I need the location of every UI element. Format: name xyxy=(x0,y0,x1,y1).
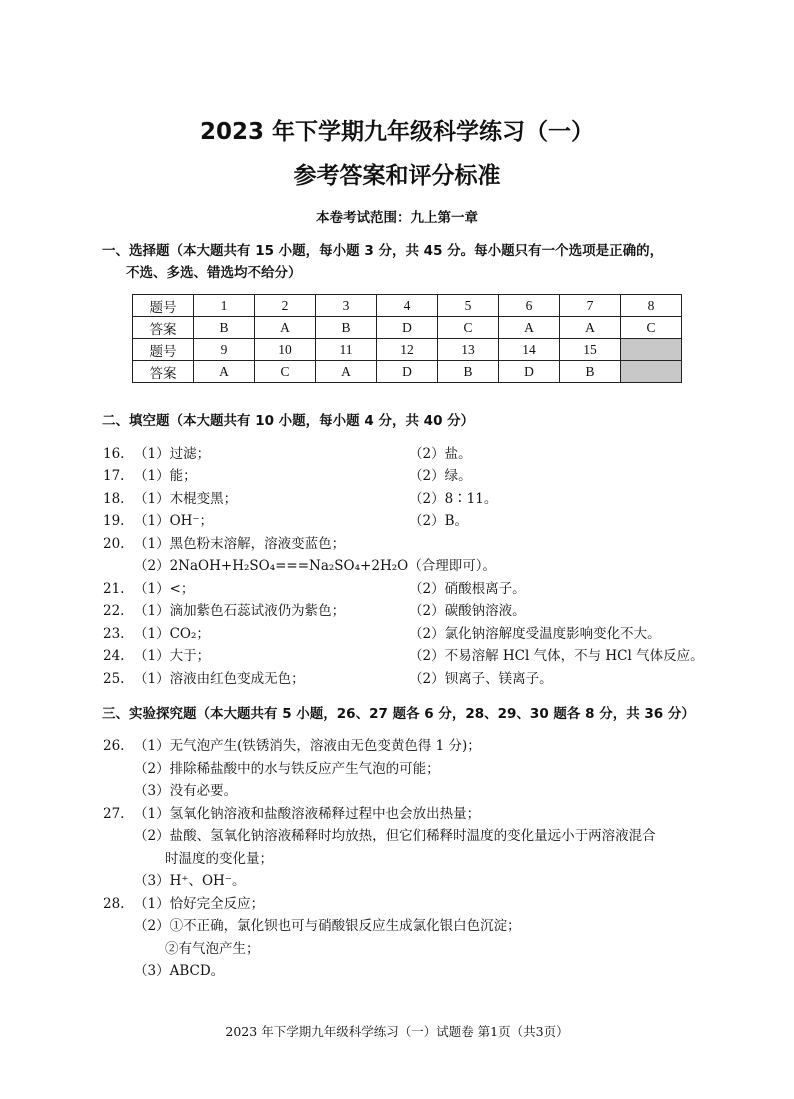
item-num: 24. xyxy=(103,648,125,664)
item-num: 27. xyxy=(103,806,125,822)
exam-scope: 本卷考试范围：九上第一章 xyxy=(316,210,478,226)
answer-table xyxy=(132,294,682,383)
table-cell: C xyxy=(255,361,316,383)
table-cell: B xyxy=(194,317,255,339)
item-num: 17. xyxy=(103,468,125,484)
table-cell: 1 xyxy=(194,295,255,317)
answer-line: （1）氢氧化钠溶液和盐酸溶液稀释过程中也会放出热量； xyxy=(134,806,481,822)
row-label: 题号 xyxy=(133,339,194,361)
answer-part1: （1）大于； xyxy=(134,648,211,664)
table-cell: A xyxy=(255,317,316,339)
table-cell: 6 xyxy=(499,295,560,317)
answer-part2: （2）钡离子、镁离子。 xyxy=(409,671,553,687)
section1-heading-cont: 不选、多选、错选均不给分） xyxy=(126,265,302,281)
table-cell: A xyxy=(560,317,621,339)
table-cell: 8 xyxy=(621,295,682,317)
table-cell: 3 xyxy=(316,295,377,317)
page-footer: 2023 年下学期九年级科学练习（一）试题卷 第1页（共3页） xyxy=(225,1024,569,1039)
answer-line: （2）①不正确，氯化钡也可与硝酸银反应生成氯化银白色沉淀； xyxy=(134,918,521,934)
table-cell: B xyxy=(438,361,499,383)
table-cell: 7 xyxy=(560,295,621,317)
answer-line: （2）盐酸、氢氧化钠溶液稀释时均放热，但它们稀释时温度的变化量远小于两溶液混合 xyxy=(134,828,656,844)
table-cell: B xyxy=(316,317,377,339)
empty-cell xyxy=(621,339,682,361)
table-cell: 13 xyxy=(438,339,499,361)
table-cell: 10 xyxy=(255,339,316,361)
row-label: 题号 xyxy=(133,295,194,317)
table-row xyxy=(133,361,682,383)
table-cell: 2 xyxy=(255,295,316,317)
answer-line: （3）没有必要。 xyxy=(134,783,238,799)
table-cell: 9 xyxy=(194,339,255,361)
answer-part1: （1）滴加紫色石蕊试液仍为紫色； xyxy=(134,603,346,619)
row-label: 答案 xyxy=(133,317,194,339)
table-cell: 5 xyxy=(438,295,499,317)
table-row xyxy=(133,339,682,361)
answer-part2: （2）盐。 xyxy=(409,446,472,462)
answer-part2: （2）碳酸钠溶液。 xyxy=(409,603,526,619)
answer-line: （1）无气泡产生(铁锈消失，溶液由无色变黄色得 1 分)； xyxy=(134,738,481,754)
item-num: 20. xyxy=(103,536,125,552)
document-title: 2023 年下学期九年级科学练习（一） xyxy=(199,119,595,145)
table-cell: 11 xyxy=(316,339,377,361)
item-num: 19. xyxy=(103,513,125,529)
table-cell: A xyxy=(499,317,560,339)
answer-part1: （1）黑色粉末溶解，溶液变蓝色； xyxy=(134,536,346,552)
table-row xyxy=(133,317,682,339)
answer-line: （1）恰好完全反应； xyxy=(134,896,265,912)
table-cell: C xyxy=(621,317,682,339)
item-num: 25. xyxy=(103,671,125,687)
answer-part1: （1）OH⁻； xyxy=(134,513,214,529)
table-cell: B xyxy=(560,361,621,383)
table-cell: C xyxy=(438,317,499,339)
answer-part2: （2）绿。 xyxy=(409,468,472,484)
answer-line: （3）ABCD。 xyxy=(134,963,225,979)
item-num: 21. xyxy=(103,581,125,597)
answer-part2: （2）2NaOH+H₂SO₄===Na₂SO₄+2H₂O（合理即可）。 xyxy=(134,558,496,574)
row-label: 答案 xyxy=(133,361,194,383)
answer-part1: （1）溶液由红色变成无色； xyxy=(134,671,305,687)
table-cell: 4 xyxy=(377,295,438,317)
item-num: 18. xyxy=(103,491,125,507)
answer-line: （2）排除稀盐酸中的水与铁反应产生气泡的可能； xyxy=(134,761,440,777)
answer-part1: （1）过滤； xyxy=(134,446,211,462)
item-num: 26. xyxy=(103,738,125,754)
table-cell: D xyxy=(377,317,438,339)
table-cell: 14 xyxy=(499,339,560,361)
table-row xyxy=(133,295,682,317)
section1-heading: 一、选择题（本大题共有 15 小题，每小题 3 分，共 45 分。每小题只有一个选项是正确的， xyxy=(102,243,664,259)
answer-line: 时温度的变化量； xyxy=(165,851,273,867)
answer-part2: （2）硝酸根离子。 xyxy=(409,581,526,597)
empty-cell xyxy=(621,361,682,383)
item-num: 22. xyxy=(103,603,125,619)
answer-part1: （1）木棍变黑； xyxy=(134,491,238,507)
answer-part2: （2）氯化钠溶解度受温度影响变化不大。 xyxy=(409,626,661,642)
section3-heading: 三、实验探究题（本大题共有 5 小题，26、27 题各 6 分，28、29、30 题各 8 分，共 36 分） xyxy=(102,706,695,722)
answer-part1: （1）能； xyxy=(134,468,197,484)
answer-part1: （1）<； xyxy=(134,581,195,597)
document-subtitle: 参考答案和评分标准 xyxy=(293,163,501,189)
item-num: 16. xyxy=(103,446,125,462)
answer-part2: （2）B。 xyxy=(409,513,469,529)
answer-part2: （2）8∶11。 xyxy=(409,491,498,507)
table-cell: D xyxy=(499,361,560,383)
table-cell: A xyxy=(194,361,255,383)
table-cell: 12 xyxy=(377,339,438,361)
item-num: 28. xyxy=(103,896,125,912)
answer-part1: （1）CO₂； xyxy=(134,626,210,642)
answer-line: ②有气泡产生； xyxy=(165,941,260,957)
item-num: 23. xyxy=(103,626,125,642)
section2-heading: 二、填空题（本大题共有 10 小题，每小题 4 分，共 40 分） xyxy=(102,413,475,429)
table-cell: D xyxy=(377,361,438,383)
answer-line: （3）H⁺、OH⁻。 xyxy=(134,873,246,889)
answer-part2: （2）不易溶解 HCl 气体，不与 HCl 气体反应。 xyxy=(409,648,704,664)
table-cell: A xyxy=(316,361,377,383)
table-cell: 15 xyxy=(560,339,621,361)
